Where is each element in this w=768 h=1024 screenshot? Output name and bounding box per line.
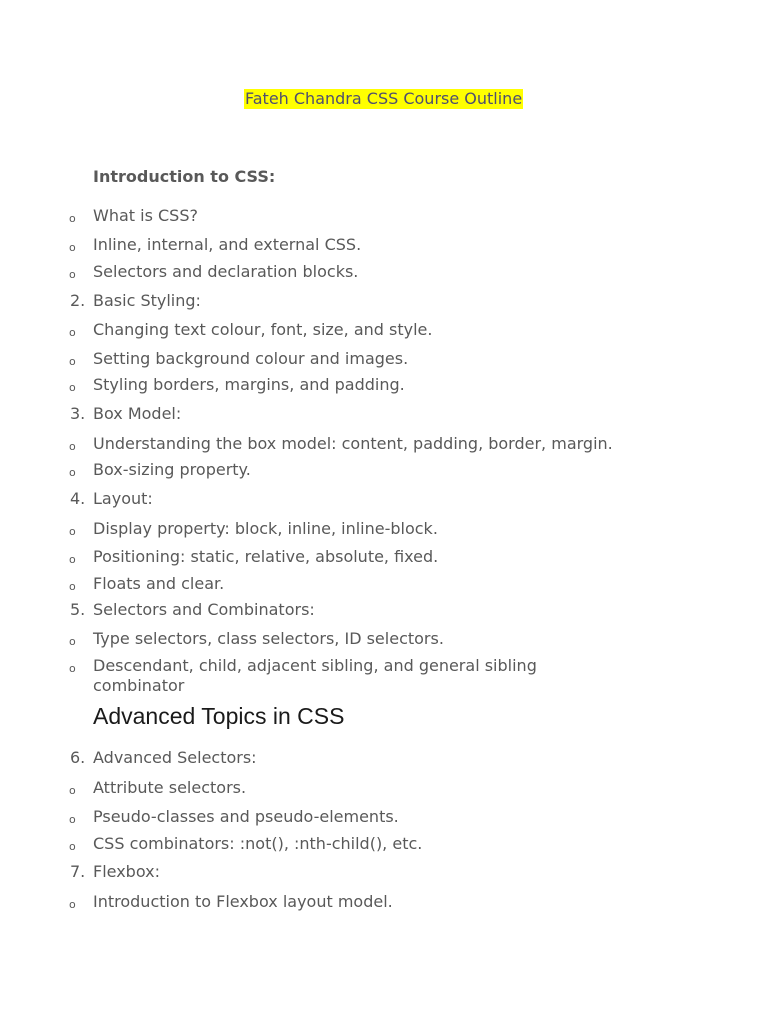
bullet-icon: o — [69, 784, 76, 797]
bullet-icon: o — [69, 440, 76, 453]
list-item-text: Styling borders, margins, and padding. — [93, 375, 405, 394]
bullet-icon: o — [69, 326, 76, 339]
list-item-text: Type selectors, class selectors, ID selectors. — [93, 629, 444, 648]
bullet-icon: o — [69, 525, 76, 538]
numbered-item-text: Box Model: — [93, 404, 182, 423]
list-item-text: Display property: block, inline, inline-block. — [93, 519, 438, 538]
bullet-icon: o — [69, 553, 76, 566]
bullet-icon: o — [69, 241, 76, 254]
list-item-text: What is CSS? — [93, 206, 198, 225]
list-item-text: Selectors and declaration blocks. — [93, 262, 359, 281]
numbered-item-text: Flexbox: — [93, 862, 160, 881]
list-item-text: Pseudo-classes and pseudo-elements. — [93, 807, 399, 826]
list-item-text: Understanding the box model: content, padding, border, margin. — [93, 434, 613, 453]
list-item-text: Inline, internal, and external CSS. — [93, 235, 362, 254]
bullet-icon: o — [69, 268, 76, 281]
bullet-icon: o — [69, 840, 76, 853]
intro-section-heading: Introduction to CSS: — [93, 167, 276, 186]
bullet-icon: o — [69, 662, 76, 675]
bullet-icon: o — [69, 466, 76, 479]
bullet-icon: o — [69, 813, 76, 826]
document-title: Fateh Chandra CSS Course Outline — [245, 89, 523, 108]
list-item-text: Positioning: static, relative, absolute, fixed. — [93, 547, 439, 566]
bullet-icon: o — [69, 580, 76, 593]
bullet-icon: o — [69, 212, 76, 225]
bullet-icon: o — [69, 381, 76, 394]
list-item-text: Introduction to Flexbox layout model. — [93, 892, 393, 911]
list-number: 5. — [70, 600, 86, 619]
list-item-text: Setting background colour and images. — [93, 349, 409, 368]
bullet-icon: o — [69, 898, 76, 911]
list-item-text: Floats and clear. — [93, 574, 225, 593]
advanced-section-heading: Advanced Topics in CSS — [93, 703, 345, 729]
list-item-text: Attribute selectors. — [93, 778, 247, 797]
bullet-icon: o — [69, 355, 76, 368]
list-number: 3. — [70, 404, 86, 423]
list-item-text: Descendant, child, adjacent sibling, and general sibling combinator — [93, 656, 537, 695]
list-item-text: CSS combinators: :not(), :nth-child(), etc. — [93, 834, 423, 853]
bullet-icon: o — [69, 635, 76, 648]
list-item-text: Box-sizing property. — [93, 460, 251, 479]
numbered-item-text: Basic Styling: — [93, 291, 201, 310]
list-item-text: Changing text colour, font, size, and style. — [93, 320, 433, 339]
list-number: 4. — [70, 489, 86, 508]
list-number: 7. — [70, 862, 86, 881]
numbered-item-text: Selectors and Combinators: — [93, 600, 315, 619]
list-number: 2. — [70, 291, 86, 310]
numbered-item-text: Advanced Selectors: — [93, 748, 257, 767]
list-number: 6. — [70, 748, 86, 767]
numbered-item-text: Layout: — [93, 489, 153, 508]
